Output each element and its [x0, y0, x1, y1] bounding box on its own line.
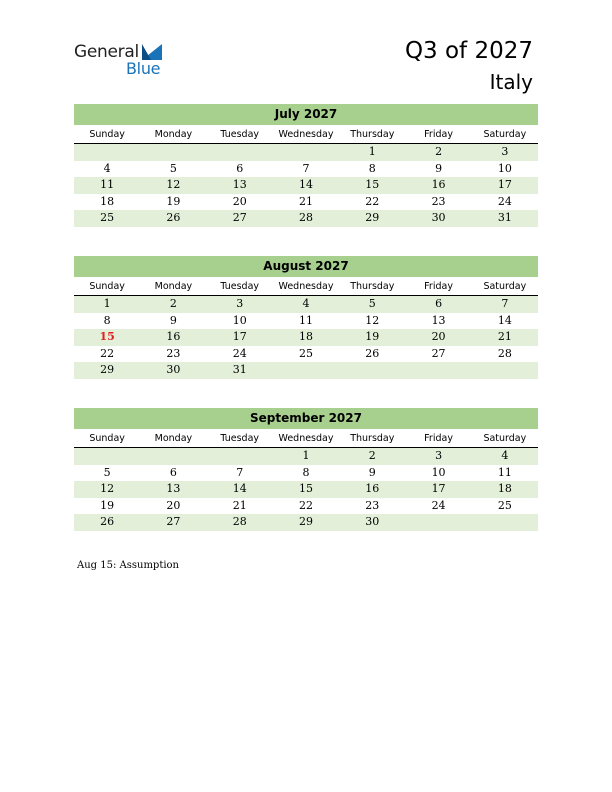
- day-cell: 20: [232, 194, 247, 208]
- day-cell: 13: [232, 178, 247, 191]
- month-calendar: [74, 256, 538, 379]
- week-row: [74, 498, 538, 515]
- weekday-label: Thursday: [350, 129, 395, 140]
- day-cell: 17: [497, 178, 512, 191]
- holiday-day-cell: 15: [99, 330, 115, 343]
- day-cell: 3: [236, 297, 244, 310]
- day-cell: 24: [431, 498, 446, 512]
- weekday-label: Thursday: [350, 433, 395, 444]
- day-cell: 27: [431, 346, 446, 360]
- week-row: [74, 313, 538, 330]
- day-cell: 20: [166, 498, 181, 512]
- day-cell: 18: [298, 330, 313, 343]
- day-cell: 29: [100, 363, 115, 376]
- day-cell: 7: [302, 161, 310, 175]
- weekday-label: Saturday: [483, 129, 527, 140]
- weekday-label: Saturday: [483, 281, 527, 292]
- day-cell: 9: [368, 465, 376, 479]
- day-cell: 9: [435, 161, 443, 175]
- day-cell: 10: [431, 465, 446, 479]
- week-row: [74, 448, 538, 465]
- week-row: [74, 465, 538, 482]
- logo-blue-text: Blue: [126, 59, 161, 78]
- weekday-label: Friday: [424, 433, 453, 444]
- day-cell: 15: [298, 482, 313, 495]
- weekday-label: Monday: [154, 281, 193, 292]
- weekday-label: Tuesday: [220, 129, 260, 140]
- day-cell: 16: [431, 178, 446, 191]
- day-cell: 1: [103, 297, 111, 310]
- weekday-header-row: [74, 279, 538, 296]
- day-cell: 4: [103, 161, 111, 175]
- day-cell: 26: [365, 346, 380, 360]
- weekday-label: Monday: [154, 433, 193, 444]
- week-row: [74, 210, 538, 227]
- weekday-label: Tuesday: [220, 281, 260, 292]
- holiday-note: Aug 15: Assumption: [77, 560, 180, 571]
- day-cell: 12: [365, 313, 380, 327]
- day-cell: [405, 362, 471, 379]
- country-name: Italy: [489, 70, 533, 94]
- day-cell: 8: [368, 161, 376, 175]
- weekday-label: Wednesday: [278, 433, 334, 444]
- day-cell: 16: [166, 330, 181, 343]
- weekday-label: Tuesday: [220, 433, 260, 444]
- day-cell: 29: [365, 211, 380, 224]
- day-cell: 27: [232, 211, 247, 224]
- day-cell: 22: [365, 194, 380, 208]
- day-cell: 3: [501, 145, 509, 158]
- day-cell: 13: [431, 313, 446, 327]
- day-cell: [472, 514, 538, 531]
- week-row: [74, 481, 538, 498]
- day-cell: 20: [431, 330, 446, 343]
- day-cell: [339, 362, 405, 379]
- day-cell: 2: [169, 297, 177, 310]
- day-cell: 12: [100, 482, 115, 495]
- day-cell: [207, 144, 273, 161]
- day-cell: 8: [302, 465, 310, 479]
- day-cell: 10: [497, 161, 512, 175]
- day-cell: [472, 362, 538, 379]
- day-cell: 5: [169, 161, 177, 175]
- week-row: [74, 194, 538, 211]
- week-row: [74, 177, 538, 194]
- day-cell: 12: [166, 178, 181, 191]
- day-cell: 19: [365, 330, 380, 343]
- day-cell: 9: [169, 313, 177, 327]
- week-row: [74, 144, 538, 161]
- weekday-label: Friday: [424, 281, 453, 292]
- day-cell: [140, 448, 206, 465]
- day-cell: 3: [435, 449, 443, 462]
- week-row: [74, 362, 538, 379]
- day-cell: [74, 144, 140, 161]
- day-cell: [273, 144, 339, 161]
- month-calendar: [74, 408, 538, 531]
- month-title: August 2027: [74, 256, 538, 277]
- week-row: [74, 296, 538, 313]
- weekday-header-row: [74, 431, 538, 448]
- day-cell: 14: [232, 482, 247, 495]
- day-cell: 18: [497, 482, 512, 495]
- day-cell: 6: [169, 465, 177, 479]
- day-cell: [74, 448, 140, 465]
- day-cell: 8: [103, 313, 111, 327]
- weekday-label: Monday: [154, 129, 193, 140]
- day-cell: 23: [431, 194, 446, 208]
- day-cell: 26: [166, 211, 181, 224]
- weekday-label: Wednesday: [278, 281, 334, 292]
- weekday-label: Wednesday: [278, 129, 334, 140]
- day-cell: [405, 514, 471, 531]
- day-cell: 17: [232, 330, 247, 343]
- day-cell: 25: [298, 346, 313, 360]
- day-cell: 15: [365, 178, 380, 191]
- day-cell: 27: [166, 515, 181, 528]
- day-cell: 16: [365, 482, 380, 495]
- day-cell: 30: [166, 363, 181, 376]
- day-cell: 21: [232, 498, 247, 512]
- day-cell: 30: [431, 211, 446, 224]
- week-row: [74, 346, 538, 363]
- day-cell: 14: [497, 313, 512, 327]
- day-cell: 28: [298, 211, 313, 224]
- day-cell: [273, 362, 339, 379]
- day-cell: 6: [236, 161, 244, 175]
- week-row: [74, 514, 538, 531]
- day-cell: 23: [166, 346, 181, 360]
- weekday-label: Saturday: [483, 433, 527, 444]
- day-cell: 25: [497, 498, 512, 512]
- weekday-label: Sunday: [89, 129, 125, 140]
- day-cell: 23: [365, 498, 380, 512]
- month-title: September 2027: [74, 408, 538, 429]
- day-cell: 29: [298, 515, 313, 528]
- day-cell: 2: [435, 145, 443, 158]
- weekday-label: Sunday: [89, 281, 125, 292]
- weekday-label: Sunday: [89, 433, 125, 444]
- day-cell: 1: [302, 449, 310, 462]
- day-cell: [207, 448, 273, 465]
- day-cell: 11: [100, 178, 115, 191]
- month-title: July 2027: [74, 104, 538, 125]
- week-row: [74, 161, 538, 178]
- weekday-header-row: [74, 127, 538, 144]
- week-row: [74, 329, 538, 346]
- day-cell: 22: [100, 346, 115, 360]
- logo-triangle-shade-icon: [142, 44, 151, 60]
- day-cell: 6: [435, 297, 443, 310]
- day-cell: 1: [368, 145, 376, 158]
- day-cell: 4: [501, 449, 509, 462]
- day-cell: 31: [497, 211, 512, 224]
- day-cell: 24: [497, 194, 512, 208]
- logo: [74, 42, 174, 78]
- weekday-label: Thursday: [350, 281, 395, 292]
- day-cell: 26: [100, 515, 115, 528]
- day-cell: 18: [100, 194, 115, 208]
- day-cell: 5: [103, 465, 111, 479]
- day-cell: 14: [298, 178, 313, 191]
- day-cell: 4: [302, 297, 310, 310]
- day-cell: 2: [368, 449, 376, 462]
- day-cell: 7: [236, 465, 244, 479]
- day-cell: 28: [232, 515, 247, 528]
- weekday-label: Friday: [424, 129, 453, 140]
- logo-general-text: General: [74, 42, 139, 62]
- day-cell: 11: [298, 313, 313, 327]
- day-cell: 7: [501, 297, 509, 310]
- day-cell: 25: [100, 211, 115, 224]
- day-cell: 5: [368, 297, 376, 310]
- day-cell: 30: [365, 515, 380, 528]
- day-cell: 13: [166, 482, 181, 495]
- page-title: Q3 of 2027: [404, 38, 533, 64]
- day-cell: 19: [166, 194, 181, 208]
- day-cell: 21: [298, 194, 313, 208]
- month-calendar: [74, 104, 538, 227]
- day-cell: 19: [100, 498, 115, 512]
- day-cell: 24: [232, 346, 247, 360]
- day-cell: [140, 144, 206, 161]
- day-cell: 17: [431, 482, 446, 495]
- day-cell: 31: [232, 363, 247, 376]
- day-cell: 11: [497, 465, 512, 479]
- day-cell: 10: [232, 313, 247, 327]
- day-cell: 28: [497, 346, 512, 360]
- day-cell: 21: [497, 330, 512, 343]
- day-cell: 22: [298, 498, 313, 512]
